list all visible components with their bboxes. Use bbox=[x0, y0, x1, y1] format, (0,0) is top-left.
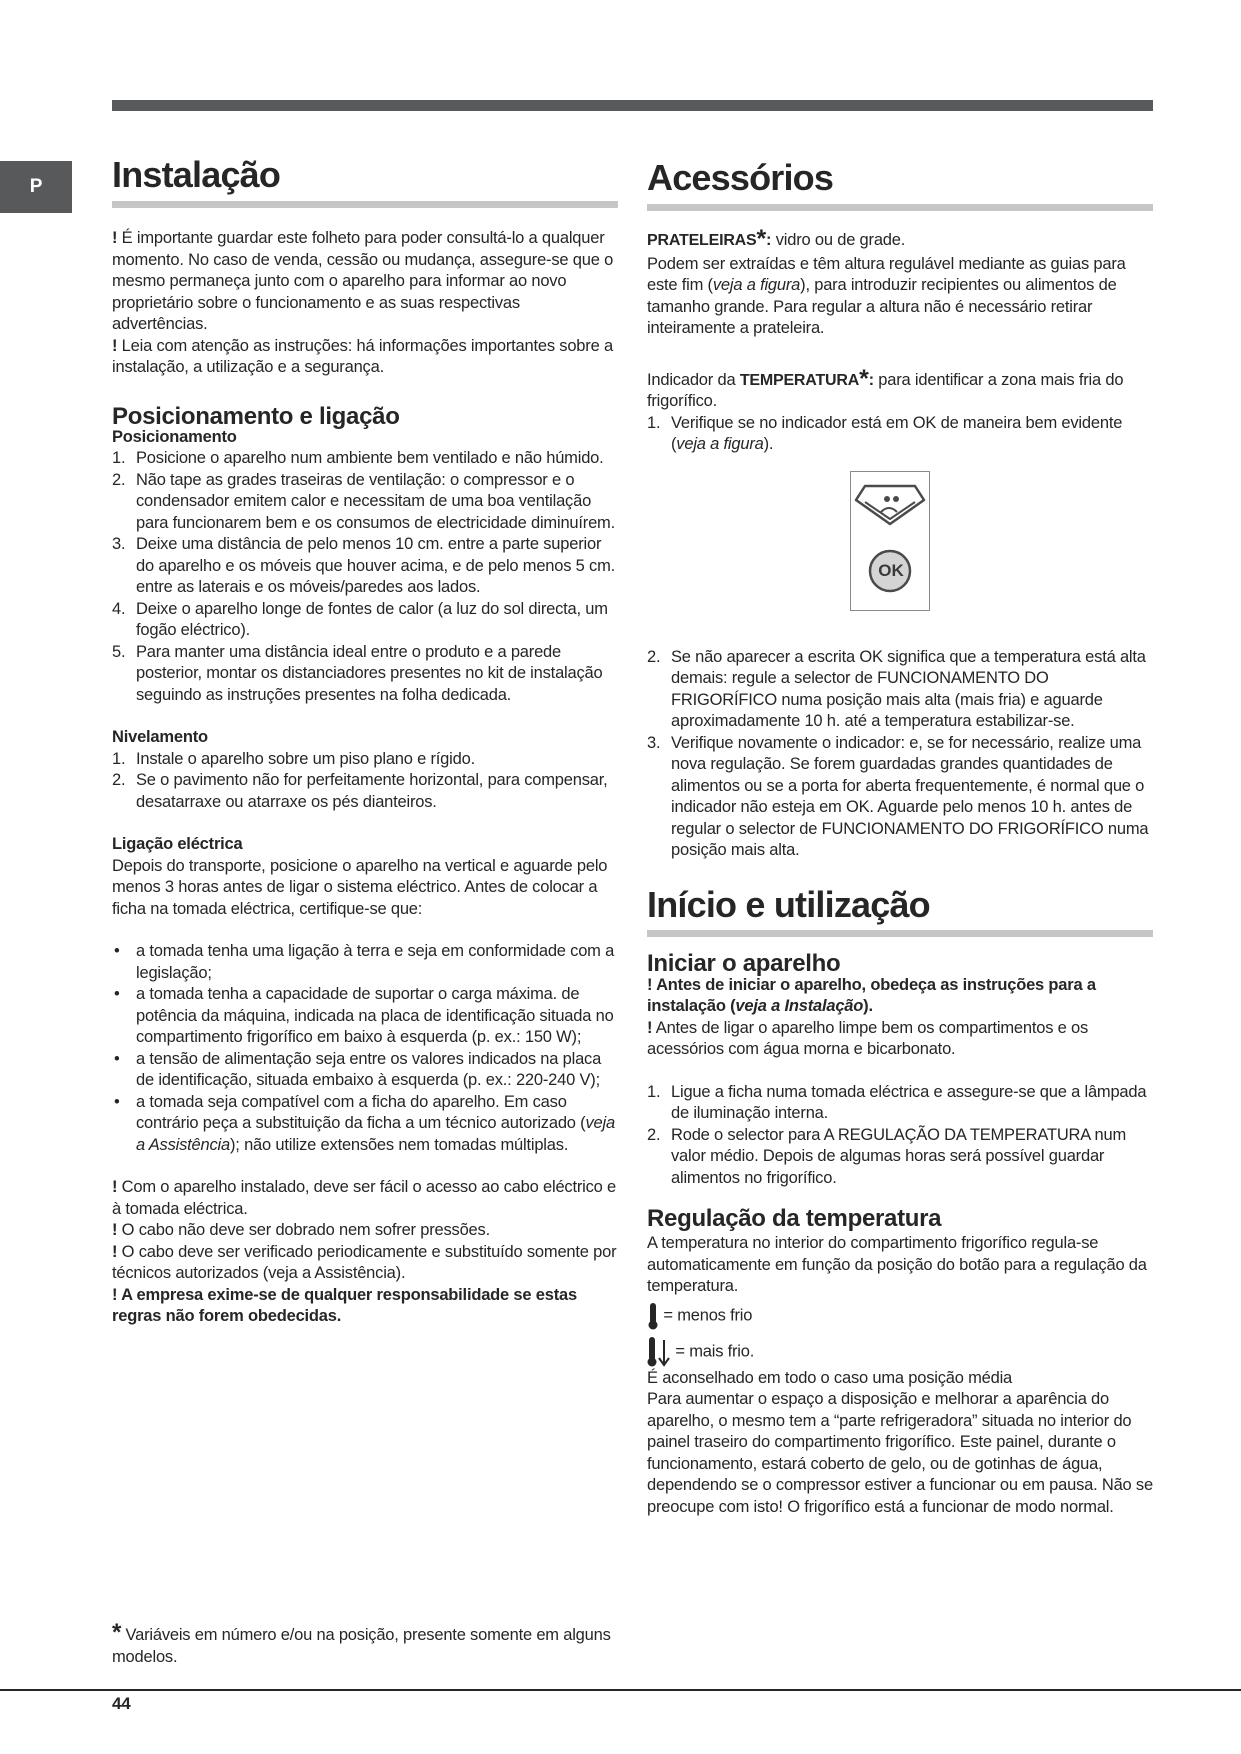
positioning-section-title: Posicionamento e ligação bbox=[112, 402, 400, 430]
liability-warning: ! A empresa exime-se de qualquer responsabilidade se estas regras não forem obedecidas. bbox=[112, 1285, 577, 1325]
header-bar bbox=[112, 100, 1153, 111]
intro-paragraph: ! É importante guardar este folheto para poder consultá-lo a qualquer momento. No caso de venda, cessão ou mudança, assegure-se que o mesmo permaneça junto com o aparelho para informar ao novo proprietário sobre o funcionamento e as suas respectivas advertências. bbox=[112, 229, 614, 333]
right-column bbox=[647, 150, 1153, 1518]
list-item: 1. Ligue a ficha numa tomada eléctrica e assegure-se que a lâmpada de iluminação interna. bbox=[647, 1082, 1147, 1122]
temperature-regulation-title: Regulação da temperatura bbox=[647, 1205, 942, 1232]
ok-label: OK bbox=[878, 560, 904, 580]
list-item: • a tomada tenha uma ligação à terra e seja em conformidade com a legislação; bbox=[114, 942, 615, 982]
positioning-subtitle: Posicionamento bbox=[112, 427, 237, 446]
list-item: 5. Para manter uma distância ideal entre o produto e a parede posterior, montar os distanciadores presentes no kit de instalação seguindo as instruções presentes na folha dedicada. bbox=[112, 642, 603, 704]
start-list bbox=[647, 1082, 1153, 1190]
more-cold-legend: = mais frio. bbox=[647, 1336, 1153, 1368]
language-tab: P bbox=[0, 161, 72, 213]
regulation-more-text: Para aumentar o espaço a disposição e melhorar a aparência do aparelho, o mesmo tem a “parte refrigeradora” situada no interior do painel traseiro do compartimento frigorífico. Este painel, durante o funcionamento, estará coberto de gelo, ou de gotinhas de água, dependendo se o compressor estiver a funcionar ou em pausa. Não se preocupe com isto! O frigorífico está a funcionar de modo normal. bbox=[647, 1390, 1153, 1516]
start-note: ! Antes de ligar o aparelho limpe bem os compartimentos e os acessórios com água morna e bicarbonato. bbox=[647, 1018, 1089, 1058]
list-item: 1. Verifique se no indicador está em OK de maneira bem evidente (veja a figura). bbox=[647, 413, 1123, 453]
electrical-intro: Depois do transporte, posicione o aparelho na vertical e aguarde pelo menos 3 horas antes de ligar o sistema eléctrico. Antes de colocar a ficha na tomada eléctrica, certifique-se que: bbox=[112, 856, 608, 918]
left-column bbox=[112, 150, 618, 1328]
start-use-title: Início e utilização bbox=[647, 883, 930, 925]
warning-line: ! Com o aparelho instalado, deve ser fácil o acesso ao cabo eléctrico e à tomada eléctrica. bbox=[112, 1178, 617, 1218]
accessories-title: Acessórios bbox=[647, 157, 834, 198]
shelves-description: Podem ser extraídas e têm altura regulável mediante as guias para este fim (veja a figura), para introduzir recipientes ou alimentos de tamanho grande. Para regular a altura não é necessário retirar inteiramente a prateleira. bbox=[647, 254, 1126, 337]
shelves-line: PRATELEIRAS*: vidro ou de grade. bbox=[647, 225, 906, 253]
advice-line: É aconselhado em todo o caso uma posição média bbox=[647, 1368, 1013, 1387]
thermometer-low-icon bbox=[647, 1302, 659, 1330]
list-item: 2. Rode o selector para A REGULAÇÃO DA TEMPERATURA num valor médio. Depois de algumas horas será possível guardar alimentos no frigorífico. bbox=[647, 1125, 1127, 1187]
list-item: • a tomada tenha a capacidade de suportar o carga máxima. de potência da máquina, indicada na placa de identificação situada no compartimento frigorífico em baixo à esquerda (p. ex.: 150 W); bbox=[114, 985, 614, 1046]
less-cold-legend: = menos frio bbox=[647, 1302, 1153, 1330]
list-item: 2. Não tape as grades traseiras de ventilação: o compressor e o condensador emitem calor e necessitam de uma boa ventilação para funcionarem bem e os consumos de electricidade diminuírem. bbox=[112, 470, 615, 532]
temperature-indicator-line: Indicador da TEMPERATURA*: para identificar a zona mais fria do frigorífico. bbox=[647, 364, 1124, 410]
list-item: • a tensão de alimentação seja entre os valores indicados na placa de identificação, situada embaixo à esquerda (p. ex.: 220-240 V); bbox=[114, 1049, 602, 1089]
levelling-subtitle: Nivelamento bbox=[112, 728, 208, 746]
title-rule bbox=[647, 204, 1153, 211]
temperature-list-continued bbox=[647, 647, 1153, 862]
levelling-list bbox=[112, 749, 618, 814]
list-item: 3. Deixe uma distância de pelo menos 10 cm. entre a parte superior do aparelho e os móveis que houver acima, e de pelo menos 5 cm. entre as laterais e os móveis/paredes aos lados. bbox=[112, 535, 616, 596]
list-item: 4. Deixe o aparelho longe de fontes de calor (a luz do sol directa, um fogão eléctrico). bbox=[112, 599, 608, 639]
list-item: 1. Instale o aparelho sobre um piso plano e rígido. bbox=[112, 749, 475, 768]
electrical-checklist bbox=[112, 941, 618, 1156]
start-warning: ! Antes de iniciar o aparelho, obedeça as instruções para a instalação (veja a Instalação). bbox=[647, 975, 1096, 1015]
intro-block bbox=[112, 228, 618, 379]
positioning-list bbox=[112, 448, 618, 706]
start-appliance-title: Iniciar o aparelho bbox=[647, 949, 841, 977]
footer-rule bbox=[0, 1689, 1241, 1691]
regulation-text: A temperatura no interior do compartimento frigorífico regula-se automaticamente em função da posição do botão para a regulação da temperatura. bbox=[647, 1234, 1147, 1295]
intro-paragraph: ! Leia com atenção as instruções: há informações importantes sobre a instalação, a utilização e a segurança. bbox=[112, 336, 613, 376]
list-item: 1. Posicione o aparelho num ambiente bem ventilado e não húmido. bbox=[112, 449, 604, 467]
list-item: 2. Se não aparecer a escrita OK significa que a temperatura está alta demais: regule a selector de FUNCIONAMENTO DO FRIGORÍFICO numa posição mais alta (mais fria) e aguarde aproximadamente 10 h. até a temperatura estabilizar-se. bbox=[647, 647, 1146, 730]
warning-line: ! O cabo deve ser verificado periodicamente e substituído somente por técnicos autorizados (veja a Assistência). bbox=[112, 1242, 617, 1282]
electrical-subtitle: Ligação eléctrica bbox=[112, 835, 243, 853]
footnote: * Variáveis em número e/ou na posição, presente somente em alguns modelos. bbox=[112, 1619, 611, 1666]
title-rule bbox=[112, 201, 618, 208]
thermometer-cold-icon bbox=[647, 1336, 671, 1368]
list-item: • a tomada seja compatível com a ficha do aparelho. Em caso contrário peça a substituição da ficha a um técnico autorizado (veja a Assistência); não utilize extensões nem tomadas múltiplas. bbox=[114, 1092, 615, 1154]
installation-title: Instalação bbox=[112, 154, 281, 195]
title-rule bbox=[647, 930, 1153, 937]
electrical-warnings bbox=[112, 1177, 618, 1328]
indicator-illustration bbox=[851, 472, 929, 610]
list-item: 2. Se o pavimento não for perfeitamente horizontal, para compensar, desatarraxe ou atarraxe os pés dianteiros. bbox=[112, 771, 608, 811]
warning-line: ! O cabo não deve ser dobrado nem sofrer pressões. bbox=[112, 1221, 490, 1239]
temperature-indicator-figure bbox=[850, 471, 930, 611]
temperature-list bbox=[647, 413, 1153, 456]
list-item: 3. Verifique novamente o indicador: e, se for necessário, realize uma nova regulação. Se forem guardadas grandes quantidades de alimentos ou se a porta for aberta frequentemente, é normal que o indicador não esteja em OK. Aguarde pelo menos 10 h. antes de regular o selector de FUNCIONAMENTO DO FRIGORÍFICO numa posição mais alta. bbox=[647, 733, 1149, 859]
page-number: 44 bbox=[112, 1694, 131, 1713]
